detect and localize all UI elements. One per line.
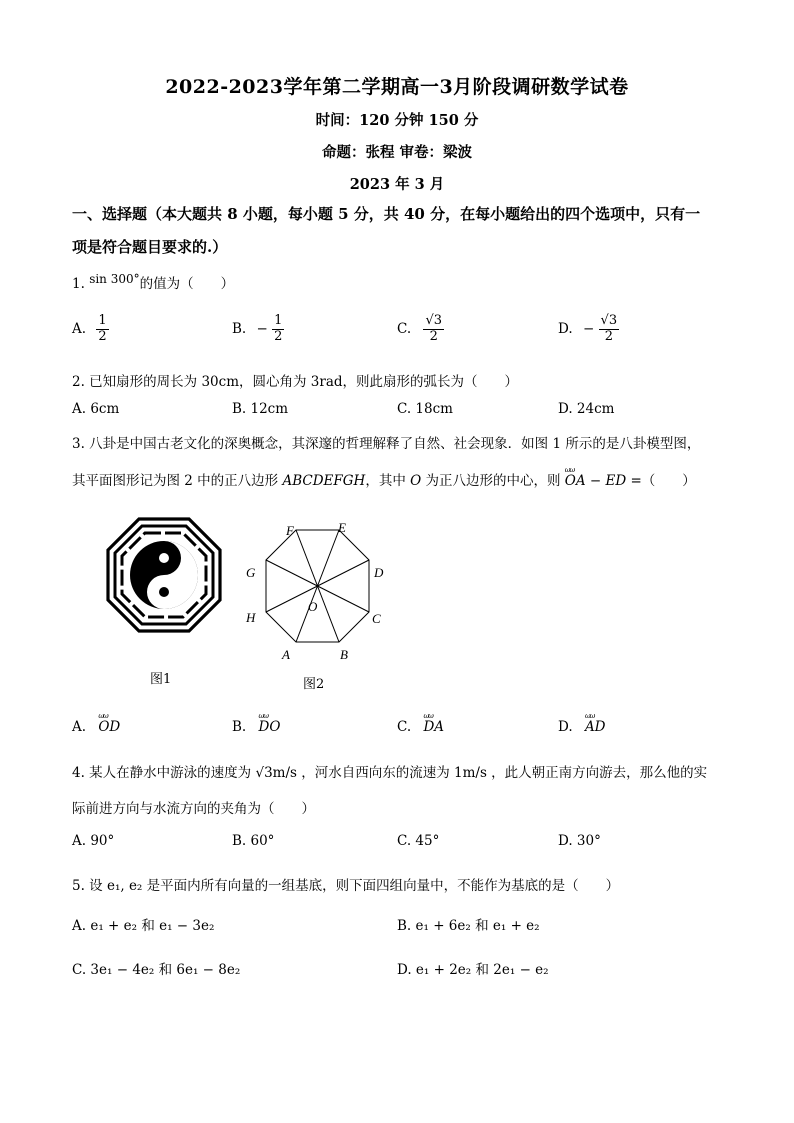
center-point-name: O (410, 473, 422, 489)
vertex-label-e: E (338, 520, 346, 535)
q1-option-d (558, 314, 619, 345)
text-segment: 其平面图形记为图 2 中的正八边形 (72, 473, 283, 489)
exam-authors: 命题：张程 审卷：梁波 (321, 144, 473, 161)
text-segment: 为正八边形的中心，则 (421, 473, 565, 489)
q1-option-a (72, 314, 109, 345)
option-letter: D. (558, 320, 573, 337)
minus-sign: − (582, 320, 595, 337)
vertex-label-f: F (286, 523, 294, 538)
octagon-figure (236, 515, 396, 665)
q3-option-c (397, 719, 444, 735)
vertex-label-a: A (282, 647, 290, 662)
option-letter: C. (397, 719, 412, 735)
question-1-expr: sin 300° (89, 272, 140, 286)
text-segment: （ ） (641, 473, 696, 489)
bagua-figure (104, 515, 224, 655)
vector-value: ωω DO (259, 719, 281, 735)
minus-sign: − (256, 320, 268, 337)
vertex-label-g: G (246, 565, 256, 580)
q4-option-c: C. 45° (397, 833, 440, 849)
q4-option-b: B. 60° (232, 833, 275, 849)
vector-value: ωω DA (423, 719, 444, 735)
option-letter: D. (558, 719, 573, 735)
vertex-label-h: H (246, 610, 256, 625)
numerator: 1 (274, 313, 283, 328)
question-5-stem: 5. 设 e₁, e₂ 是平面内所有向量的一组基底，则下面四组向量中，不能作为基底的是（ ） (72, 878, 620, 894)
option-letter: A. (72, 719, 87, 735)
q3-option-b (232, 719, 280, 735)
q5-option-d: D. e₁ + 2e₂ 和 2e₁ − e₂ (397, 962, 549, 978)
vector-value: ωω OD (98, 719, 120, 735)
q4-option-a: A. 90° (72, 833, 115, 849)
denominator: 2 (98, 328, 107, 344)
q1-option-b (232, 314, 284, 345)
numerator: 1 (98, 313, 107, 328)
vertex-label-b: B (340, 647, 348, 662)
fraction (599, 314, 620, 345)
fraction (272, 314, 284, 345)
q2-option-a: A. 6cm (72, 401, 120, 417)
question-1-text: 的值为（ ） (139, 276, 235, 292)
vector-expression: ωω OA − ED = (565, 473, 642, 489)
vector-value: ωω AD (585, 719, 606, 735)
section-heading-line2: 项是符合题目要求的.） (72, 238, 228, 256)
section-heading-line1: 一、选择题（本大题共 8 小题，每小题 5 分，共 40 分，在每小题给出的四个选项中，只有一 (72, 205, 701, 223)
figure-2-caption: 图2 (303, 677, 325, 692)
exam-time: 时间：120 分钟 150 分 (315, 112, 479, 129)
denominator: 2 (604, 328, 613, 344)
q2-option-c: C. 18cm (397, 401, 453, 417)
q1-option-c (397, 314, 444, 345)
q5-option-c: C. 3e₁ − 4e₂ 和 6e₁ − 8e₂ (72, 962, 241, 978)
denominator: 2 (429, 328, 438, 344)
exam-date: 2023 年 3 月 (349, 176, 445, 193)
vertex-label-d: D (374, 565, 384, 580)
fraction (423, 314, 444, 345)
question-4-stem-line1: 4. 某人在静水中游泳的速度为 √3m/s ，河水自西向东的流速为 1m/s ，此人朝正南方向游去，那么他的实 (72, 765, 708, 781)
option-letter: A. (72, 320, 87, 337)
text-segment: ，其中 (365, 473, 411, 489)
q5-option-b: B. e₁ + 6e₂ 和 e₁ + e₂ (397, 918, 540, 934)
option-letter: B. (232, 719, 247, 735)
vertex-label-c: C (372, 611, 381, 626)
polygon-name: ABCDEFGH (282, 473, 366, 489)
q3-option-d (558, 719, 606, 735)
q2-option-d: D. 24cm (558, 401, 615, 417)
denominator: 2 (274, 328, 283, 344)
numerator: √3 (600, 313, 618, 328)
option-letter: C. (397, 320, 412, 337)
option-letter: B. (232, 320, 247, 337)
question-1-stem (72, 272, 234, 292)
fraction (96, 314, 108, 345)
paper-title: 2022-2023学年第二学期高一3月阶段调研数学试卷 (165, 76, 629, 98)
question-3-stem-line2 (72, 469, 696, 489)
question-number: 1. (72, 276, 85, 292)
numerator: √3 (425, 313, 442, 328)
q3-option-a (72, 719, 120, 735)
figure-1-caption: 图1 (150, 672, 172, 687)
q5-option-a: A. e₁ + e₂ 和 e₁ − 3e₂ (72, 918, 215, 934)
q4-option-d: D. 30° (558, 833, 601, 849)
q2-option-b: B. 12cm (232, 401, 289, 417)
question-2-stem: 2. 已知扇形的周长为 30cm，圆心角为 3rad，则此扇形的弧长为（ ） (72, 374, 519, 390)
question-3-stem-line1: 3. 八卦是中国古老文化的深奥概念，其深邃的哲理解释了自然、社会现象．如图 1 所示的是八卦模型图， (72, 436, 701, 452)
center-label-o: O (308, 599, 318, 614)
question-4-stem-line2: 际前进方向与水流方向的夹角为（ ） (72, 801, 315, 817)
